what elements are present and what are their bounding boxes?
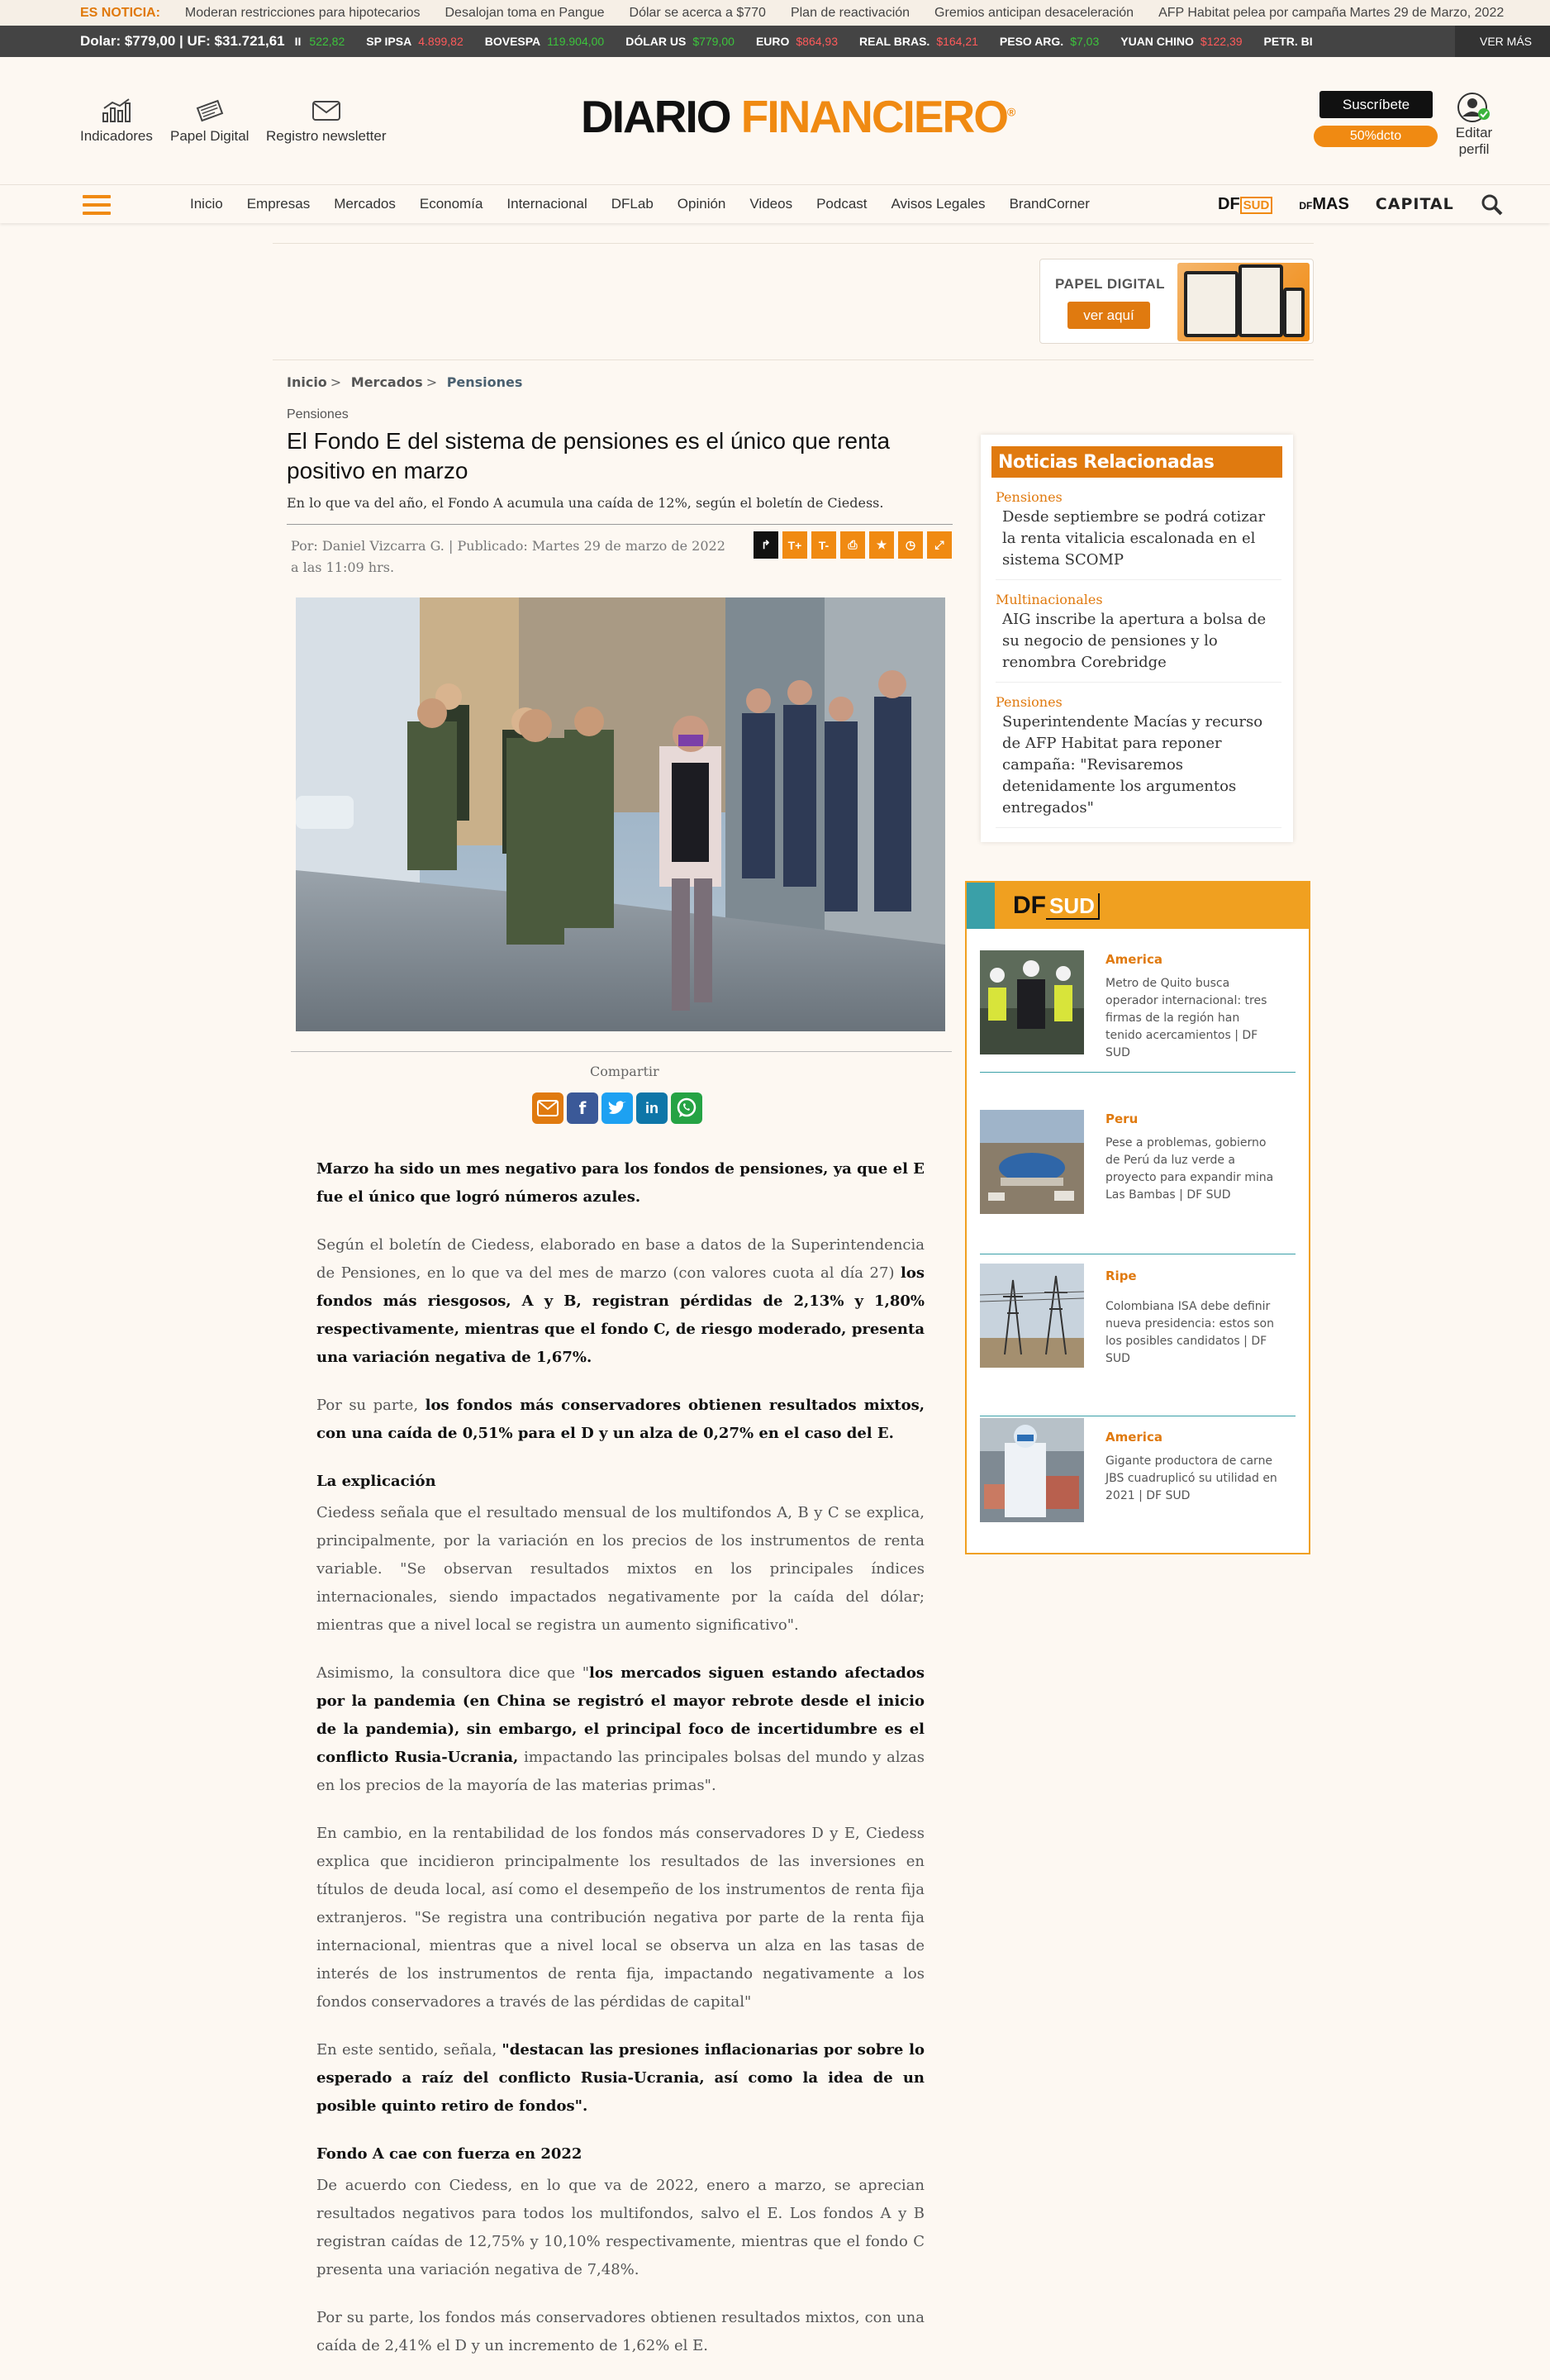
dfsud-item[interactable] (980, 1110, 1296, 1254)
article-paragraph: Por su parte, los fondos más conservadores obtienen resultados mixtos, con una caída de 0,51% para el D y un alza de 0,27% en el caso del E. (316, 1397, 925, 1442)
share-email-icon[interactable] (532, 1092, 563, 1124)
papel-digital-link[interactable] (170, 98, 249, 145)
ticker-quote: BOVESPA 119.904,00 (484, 35, 605, 48)
article-paragraph: Asimismo, la consultora dice que "los mercados siguen estando afectados por la pandemia (en China se registró el mayor rebrote desde el inicio de la pandemia), sin embargo, el principal foco de incertidumbre es el conflicto Rusia-Ucrania, impactando las principales bolsas del mundo y alzas en los precios de la mayoría de las materias primas". (316, 1664, 925, 1794)
article-byline: Por: Daniel Vizcarra G. | Publicado: Martes 29 de marzo de 2022 a las 11:09 hrs. (291, 538, 725, 575)
queue-photo-illustration (296, 597, 945, 1031)
breaking-news-link[interactable]: Moderan restricciones para hipotecarios (184, 5, 421, 20)
dfsud-item[interactable] (980, 1418, 1296, 1550)
newsletter-label: Registro newsletter (266, 128, 387, 144)
papel-digital-label: Papel Digital (170, 128, 250, 144)
breaking-news-link[interactable]: Desalojan toma en Pangue (445, 5, 605, 20)
ticker-quote: EURO $864,93 (755, 35, 838, 48)
divider (291, 1051, 952, 1052)
article-lead: En lo que va del año, el Fondo A acumula una caída de 12%, según el boletín de Ciedess. (287, 495, 884, 511)
related-news-title[interactable]: Desde septiembre se podrá cotizar la renta vitalicia escalonada en el sistema SCOMP (1002, 508, 1266, 569)
share-label: Compartir (590, 1064, 659, 1079)
brand-dfsud-link[interactable]: DF SUD (1218, 195, 1272, 214)
share-buttons (532, 1092, 706, 1124)
article-subheading: Fondo A cae con fuerza en 2022 (316, 2145, 582, 2163)
share-facebook-icon[interactable]: f (567, 1092, 598, 1124)
dfsud-widget (965, 881, 1310, 1554)
nav-item-mercados[interactable]: Mercados (334, 196, 396, 212)
envelope-icon (311, 98, 342, 123)
related-news-category[interactable]: Multinacionales (996, 592, 1103, 607)
site-logo[interactable] (581, 90, 1015, 143)
share-linkedin-icon[interactable]: in (636, 1092, 668, 1124)
article-photo (296, 597, 945, 1031)
font-decrease-button[interactable]: T- (811, 531, 836, 559)
favorite-button[interactable]: ★ (869, 531, 894, 559)
breaking-news-link[interactable]: AFP Habitat pelea por campaña (1158, 5, 1347, 20)
font-increase-button[interactable]: T+ (782, 531, 807, 559)
ticker-quote: DÓLAR US $779,00 (625, 35, 735, 48)
ticker-quote: YUAN CHINO $122,39 (1120, 35, 1243, 48)
dfsud-item[interactable] (980, 1264, 1296, 1416)
breaking-news-link[interactable]: Gremios anticipan desaceleración (934, 5, 1134, 20)
nav-item-opinion[interactable]: Opinión (677, 196, 726, 212)
brand-dfmas-link[interactable]: DFMAS (1299, 194, 1349, 213)
divider (273, 243, 1314, 244)
article-paragraph: De acuerdo con Ciedess, en lo que va de 2022, enero a marzo, se aprecian resultados negativos para todos los multifondos, salvo el E. Los fondos A y B registran caídas de 12,75% y 10,10% respectivamente, mientras que el fondo C presenta una variación negativa de 7,48%. (316, 2177, 925, 2278)
related-news-header: Noticias Relacionadas (991, 446, 1282, 478)
nav-item-internacional[interactable]: Internacional (506, 196, 587, 212)
article-body (316, 1155, 925, 2380)
related-news-title[interactable]: AIG inscribe la apertura a bolsa de su negocio de pensiones y lo renombra Corebridge (1002, 611, 1267, 671)
breaking-news-link[interactable]: Plan de reactivación (790, 5, 911, 20)
breadcrumb: Inicio > Mercados > Pensiones (287, 374, 523, 390)
ticker-quote: 522,82 (309, 35, 345, 48)
ticker-quote: PETR. BI (1263, 35, 1313, 48)
related-news (981, 435, 1293, 842)
papel-digital-title: PAPEL DIGITAL (1055, 276, 1166, 292)
dfsud-title[interactable]: Colombiana ISA debe definir nueva presidencia: estos son los posibles candidatos | DF SUD (1105, 1300, 1274, 1365)
ticker-quote: SP IPSA 4.899,82 (366, 35, 464, 48)
nav-item-dflab[interactable]: DFLab (611, 196, 654, 212)
edit-profile-label: Editar perfil (1455, 125, 1493, 157)
dfsud-header[interactable] (967, 883, 1309, 929)
ticker-quote: PESO ARG. $7,03 (999, 35, 1100, 48)
discount-badge[interactable]: 50%dcto (1314, 126, 1438, 147)
related-news-item[interactable] (996, 683, 1281, 828)
devices-image (1177, 263, 1310, 341)
nav-item-empresas[interactable]: Empresas (246, 196, 311, 212)
ticker-quote: REAL BRAS. $164,21 (859, 35, 978, 48)
dfsud-thumbnail[interactable] (980, 1418, 1084, 1522)
nav-item-inicio[interactable]: Inicio (190, 196, 223, 212)
article-paragraph: En cambio, en la rentabilidad de los fondos más conservadores D y E, Ciedess explica que incidieron principalmente los resultados de las inversiones en títulos de deuda local, así como el desempeño de los instrumentos de renta fija extranjeros. "Se registra una contribución negativa por parte de la renta fija internacional, mientras que a nivel local se observa un alza en las tasas de interés de los instrumentos de renta fija, impactando negativamente a los fondos conservadores a través de las pérdidas de capital" (316, 1825, 925, 2011)
article-tools (754, 531, 956, 559)
user-icon (1456, 92, 1492, 125)
dfsud-category[interactable]: America (1105, 1430, 1162, 1445)
indicadores-link[interactable] (80, 98, 153, 145)
article-paragraph: Según el boletín de Ciedess, elaborado en base a datos de la Superintendencia de Pensiones, en lo que va del mes de marzo (con valores cuota al día 27) los fondos más riesgosos, A y B, registran pérdidas de 2,13% y 1,80% respectivamente, mientras que el fondo C, de riesgo moderado, presenta una variación negativa de 1,67%. (316, 1236, 925, 1366)
related-news-title[interactable]: Superintendente Macías y recurso de AFP Habitat para reponer campaña: "Revisaremos detenidamente los argumentos entregados" (1002, 713, 1263, 816)
papel-digital-button[interactable]: ver aquí (1067, 302, 1150, 329)
related-news-item[interactable] (996, 580, 1281, 683)
share-whatsapp-icon[interactable] (671, 1092, 702, 1124)
breadcrumb-pensiones[interactable]: Pensiones (446, 374, 523, 390)
nav-item-economia[interactable]: Economía (419, 196, 483, 212)
breadcrumb-inicio[interactable]: Inicio (287, 374, 327, 390)
nav-item-podcast[interactable]: Podcast (816, 196, 868, 212)
logo-diario: DIARIO (581, 91, 730, 142)
ticker-pause-button[interactable]: II (294, 35, 302, 48)
subscribe-button[interactable]: Suscríbete (1319, 91, 1433, 118)
newspaper-icon (194, 98, 226, 123)
ticker-more-link[interactable]: VER MÁS (1455, 26, 1550, 57)
dfsud-item[interactable] (980, 940, 1296, 1073)
dfsud-thumbnail[interactable] (980, 1264, 1084, 1368)
dfsud-thumbnail[interactable] (980, 1110, 1084, 1214)
dfsud-title[interactable]: Pese a problemas, gobierno de Perú da luz verde a proyecto para expandir mina Las Bambas | DF SUD (1105, 1136, 1274, 1202)
nav-links (190, 185, 1114, 223)
fx-summary: Dolar: $779,00 | UF: $31.721,61 (80, 33, 285, 49)
brand-links (1218, 185, 1481, 223)
dfsud-title[interactable]: Gigante productora de carne JBS cuadruplicó su utilidad en 2021 | DF SUD (1105, 1454, 1277, 1502)
dfsud-title[interactable]: Metro de Quito busca operador internacional: tres firmas de la región han tenido acercamientos | DF SUD (1105, 977, 1267, 1059)
menu-icon[interactable] (83, 195, 111, 215)
dfsud-category[interactable]: Peru (1105, 1111, 1139, 1126)
papel-digital-promo[interactable] (1039, 259, 1314, 344)
related-news-item[interactable] (996, 478, 1281, 580)
breaking-news-link[interactable]: Dólar se acerca a $770 (629, 5, 766, 20)
dfsud-category[interactable]: Ripe (1105, 1269, 1137, 1283)
divider (273, 359, 1314, 360)
article-title: El Fondo E del sistema de pensiones es el único que renta positivo en marzo (287, 428, 891, 483)
main-nav (0, 185, 1550, 223)
related-news-category[interactable]: Pensiones (996, 489, 1063, 505)
read-later-button[interactable]: ◷ (898, 531, 923, 559)
breadcrumb-mercados[interactable]: Mercados (350, 374, 423, 390)
article-paragraph: En este sentido, señala, "destacan las presiones inflacionarias por sobre lo esperado a raíz del conflicto Rusia-Ucrania, así como la idea de un posible quinto retiro de fondos". (316, 2041, 925, 2115)
newsletter-link[interactable] (266, 98, 387, 145)
related-news-category[interactable]: Pensiones (996, 694, 1063, 710)
current-date: Martes 29 de Marzo, 2022 (1349, 5, 1505, 20)
breaking-news-label: ES NOTICIA: (80, 5, 160, 20)
article-paragraph: Ciedess señala que el resultado mensual de los multifondos A, B y C se explica, principalmente, por la variación en los precios de los instrumentos de renta variable. "Se observan resultados mixtos en los principales índices internacionales, siendo impactados negativamente por la caída del dólar; mientras que a nivel local se registra un aumento significativo". (316, 1504, 925, 1634)
nav-item-brandcorner[interactable]: BrandCorner (1009, 196, 1090, 212)
share-twitter-icon[interactable] (601, 1092, 633, 1124)
divider (287, 524, 953, 525)
share-arrow-button[interactable]: ↱ (754, 531, 778, 559)
dfsud-thumbnail[interactable] (980, 950, 1084, 1054)
market-ticker (0, 26, 1550, 57)
edit-profile-link[interactable] (1453, 92, 1495, 158)
indicadores-label: Indicadores (80, 128, 153, 144)
search-icon[interactable] (1481, 194, 1503, 216)
nav-item-videos[interactable]: Videos (749, 196, 793, 212)
dfsud-category[interactable]: America (1105, 952, 1162, 967)
brand-capital-link[interactable]: CAPITAL (1375, 195, 1454, 213)
fullscreen-button[interactable]: ⤢ (927, 531, 952, 559)
dfsud-logo: DF SUD (1013, 892, 1100, 920)
site-header (0, 57, 1550, 185)
article-paragraph: Marzo ha sido un mes negativo para los fondos de pensiones, ya que el E fue el único que logró números azules. (316, 1160, 925, 1206)
breaking-news-bar (0, 0, 1550, 26)
nav-item-avisos-legales[interactable]: Avisos Legales (891, 196, 986, 212)
print-button[interactable]: ⎙ (840, 531, 865, 559)
chart-icon (101, 98, 132, 123)
article-paragraph: Por su parte, los fondos más conservadores obtienen resultados mixtos, con una caída de 2,41% el D y un incremento de 1,62% el E. (316, 2309, 925, 2354)
article-kicker: Pensiones (287, 407, 349, 421)
logo-financiero: FINANCIERO (740, 91, 1008, 142)
article-subheading: La explicación (316, 1473, 436, 1490)
logo-registered: ® (1007, 105, 1016, 119)
